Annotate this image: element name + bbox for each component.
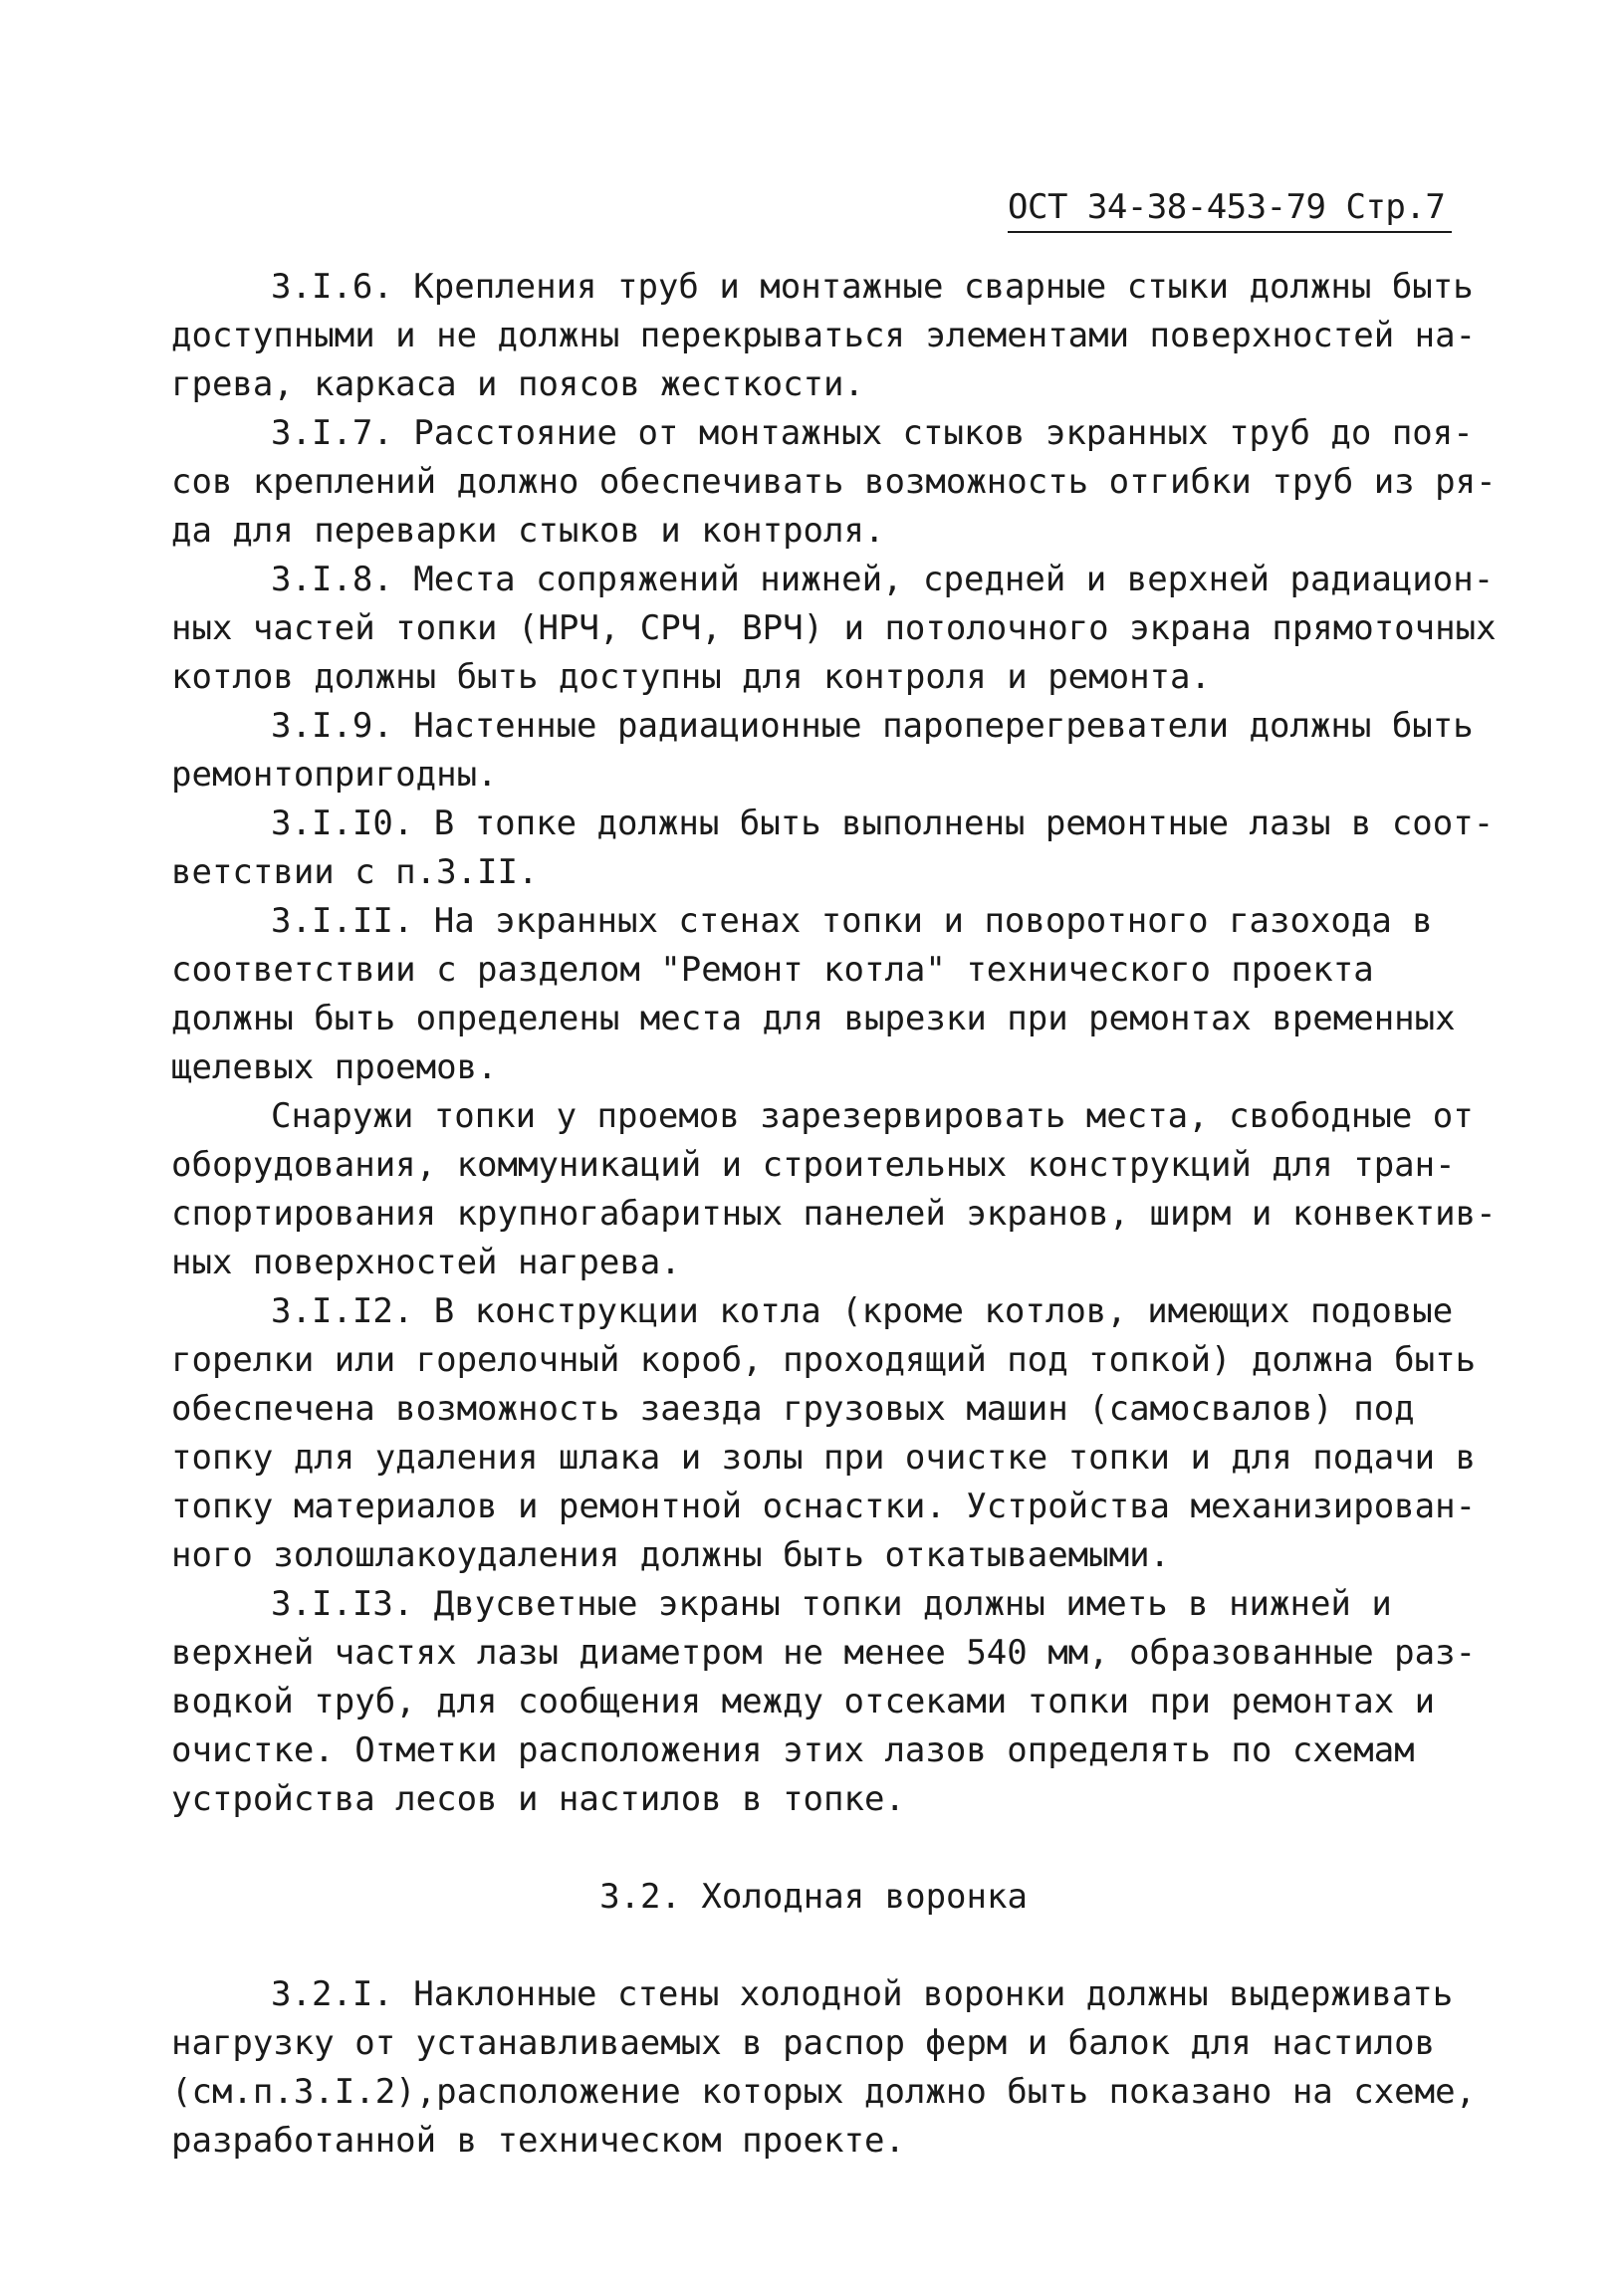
paragraph-3-1-8 <box>171 556 1497 702</box>
text-line: сов креплений должно обеспечивать возможность отгибки труб из ря- <box>171 462 1497 502</box>
text-line: ветствии с п.3.II. <box>171 852 539 892</box>
paragraph-3-2-1 <box>171 1970 1477 2166</box>
text-line: топку материалов и ремонтной оснастки. Устройства механизирован- <box>171 1487 1477 1526</box>
text-line: обеспечена возможность заезда грузовых машин (самосвалов) под <box>171 1389 1415 1429</box>
text-line: топку для удаления шлака и золы при очистке топки и для подачи в <box>171 1438 1477 1478</box>
paragraph-3-1-13 <box>171 1580 1477 1824</box>
paragraph-3-1-10 <box>171 800 1495 897</box>
text-line: горелки или горелочный короб, проходящий под топкой) должна быть <box>171 1340 1477 1380</box>
header-underline <box>1008 231 1452 233</box>
text-line: верхней частях лазы диаметром не менее 540 мм, образованные раз- <box>171 1633 1477 1673</box>
text-line: 3.I.II. На экранных стенах топки и поворотного газохода в <box>271 901 1433 941</box>
text-line: оборудования, коммуникаций и строительных конструкций для тран- <box>171 1145 1456 1185</box>
text-line: ного золошлакоудаления должны быть откатываемыми. <box>171 1535 1171 1575</box>
text-line: 3.I.I3. Двусветные экраны топки должны иметь в нижней и <box>271 1584 1392 1624</box>
text-line: грева, каркаса и поясов жесткости. <box>171 364 864 404</box>
text-line: спортирования крупногабаритных панелей экранов, ширм и конвектив- <box>171 1194 1497 1234</box>
text-line: соответствии с разделом "Ремонт котла" технического проекта <box>171 950 1374 990</box>
text-line: 3.I.I2. В конструкции котла (кроме котлов, имеющих подовые <box>271 1291 1454 1331</box>
text-line: 3.I.7. Расстояние от монтажных стыков экранных труб до поя- <box>271 413 1474 453</box>
text-line: устройства лесов и настилов в топке. <box>171 1779 905 1819</box>
section-title: 3.2. Холодная воронка <box>599 1877 1028 1917</box>
text-line: 3.2.I. Наклонные стены холодной воронки должны выдерживать <box>271 1974 1454 2014</box>
text-line: да для переварки стыков и контроля. <box>171 511 885 551</box>
text-line: (см.п.3.I.2),расположение которых должно быть показано на схеме, <box>171 2072 1477 2112</box>
paragraph-3-1-12 <box>171 1287 1477 1580</box>
text-line: доступными и не должны перекрываться элементами поверхностей на- <box>171 316 1477 355</box>
text-line: щелевых проемов. <box>171 1047 498 1087</box>
document-body <box>171 263 1497 2166</box>
paragraph-3-1-11 <box>171 897 1456 1092</box>
text-line: очистке. Отметки расположения этих лазов определять по схемам <box>171 1730 1415 1770</box>
text-line: ных поверхностей нагрева. <box>171 1243 681 1282</box>
text-line: Снаружи топки у проемов зарезервировать места, свободные от <box>271 1096 1474 1136</box>
paragraph-3-1-7 <box>171 409 1497 556</box>
text-line: ремонтопригодны. <box>171 755 498 795</box>
text-line: 3.I.9. Настенные радиационные пароперегреватели должны быть <box>271 706 1474 746</box>
paragraph-3-1-6 <box>171 263 1477 409</box>
text-line: 3.I.6. Крепления труб и монтажные сварные стыки должны быть <box>271 267 1474 307</box>
document-header: ОСТ 34-38-453-79 Стр.7 <box>1008 187 1446 227</box>
text-line: 3.I.I0. В топке должны быть выполнены ремонтные лазы в соот- <box>271 803 1495 843</box>
text-line: 3.I.8. Места сопряжений нижней, средней и верхней радиацион- <box>271 560 1495 599</box>
text-line: должны быть определены места для вырезки при ремонтах временных <box>171 999 1456 1038</box>
paragraph-3-1-11-continued <box>171 1092 1497 1287</box>
text-line: разработанной в техническом проекте. <box>171 2121 905 2161</box>
text-line: нагрузку от устанавливаемых в распор ферм и балок для настилов <box>171 2023 1436 2063</box>
text-line: котлов должны быть доступны для контроля и ремонта. <box>171 657 1211 697</box>
paragraph-3-1-9 <box>171 702 1474 800</box>
text-line: ных частей топки (НРЧ, СРЧ, ВРЧ) и потолочного экрана прямоточных <box>171 608 1497 648</box>
text-line: водкой труб, для сообщения между отсеками топки при ремонтах и <box>171 1682 1436 1721</box>
